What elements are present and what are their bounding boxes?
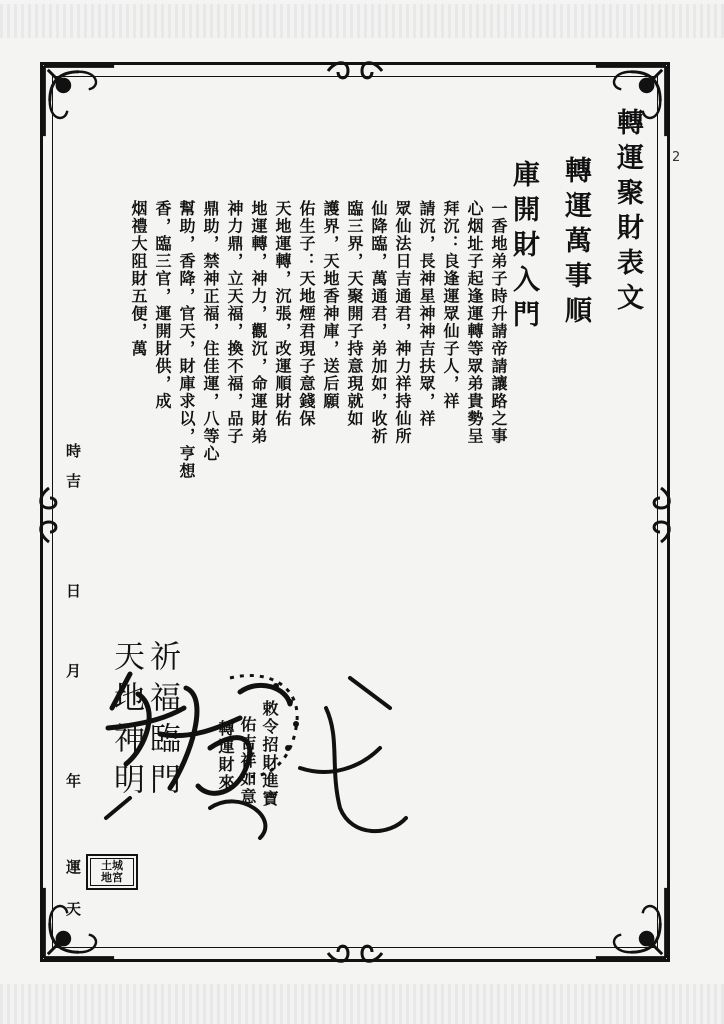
body-column-3: 拜沉：良逢運眾仙子人，祥 <box>441 200 460 410</box>
date-label-ri: 日 <box>66 582 82 600</box>
invocation-column-2: 祈福臨門 <box>144 640 180 804</box>
body-column-2: 心烟址子起逢運轉等眾弟貴勢呈 <box>465 200 484 445</box>
date-label-yun: 運 <box>66 858 82 876</box>
title-column-1: 轉運聚財表文 <box>612 108 643 318</box>
body-column-15: 香，臨三官，運開財供，成 <box>153 200 172 410</box>
body-column-11: 地運轉，神力，觀沉，命運財弟 <box>249 200 268 445</box>
page-number: 2 <box>672 150 681 165</box>
invocation-column-1: 天地神明 <box>108 640 144 804</box>
body-column-16: 烟禮大阻財五便，萬 <box>129 200 148 358</box>
body-column-8: 護界，天地香神庫，送后願 <box>321 200 340 410</box>
corner-ornament-bottom-right <box>592 884 670 962</box>
body-column-6: 仙降臨，萬通君，弟加如，收祈 <box>369 200 388 445</box>
swirl-ornament-left <box>36 486 62 544</box>
date-label-ji: 吉 <box>66 472 82 490</box>
corner-ornament-bottom-left <box>40 884 118 962</box>
date-label-yue: 月 <box>66 662 82 680</box>
scan-noise-bottom <box>0 984 724 1024</box>
body-column-9: 佑生子：天地煙君現子意錢保 <box>297 200 316 428</box>
body-column-5: 眾仙法日吉通君，神力祥持仙所 <box>393 200 412 445</box>
date-label-nian: 年 <box>66 772 82 790</box>
date-label-tian: 天 <box>66 900 82 918</box>
seal-stamp <box>86 854 138 890</box>
seal-text: 土城 地宮 <box>90 858 134 886</box>
body-column-10: 天地運轉，沉張，改運順財佑 <box>273 200 292 428</box>
title-column-3: 庫開財入門 <box>508 160 539 335</box>
scan-noise-top <box>0 4 724 38</box>
body-column-1: 一香地弟子時升請帝請讓路之事 <box>489 200 508 445</box>
talisman-text-1: 敕令招財進寶 <box>260 700 279 808</box>
body-column-14: 幫助，香降，官天，財庫求以，亨想 <box>177 200 196 480</box>
title-column-2: 轉運萬事順 <box>560 156 591 331</box>
swirl-ornament-top <box>326 58 384 84</box>
body-column-13: 鼎助，禁神正福，住佳運，八等心 <box>201 200 220 463</box>
swirl-ornament-right <box>648 486 674 544</box>
date-label-shi: 時 <box>66 442 82 460</box>
swirl-ornament-bottom <box>326 940 384 966</box>
body-column-12: 神力鼎，立天福，換不福，品子 <box>225 200 244 445</box>
corner-ornament-top-left <box>40 62 118 140</box>
talisman-text-2: 佑吉祥如意 <box>238 716 257 806</box>
talisman-text-3: 轉運財來 <box>216 720 235 792</box>
body-column-7: 臨三界，天聚開子持意現就如 <box>345 200 364 428</box>
body-column-4: 請沉，長神星神神吉扶眾，祥 <box>417 200 436 428</box>
